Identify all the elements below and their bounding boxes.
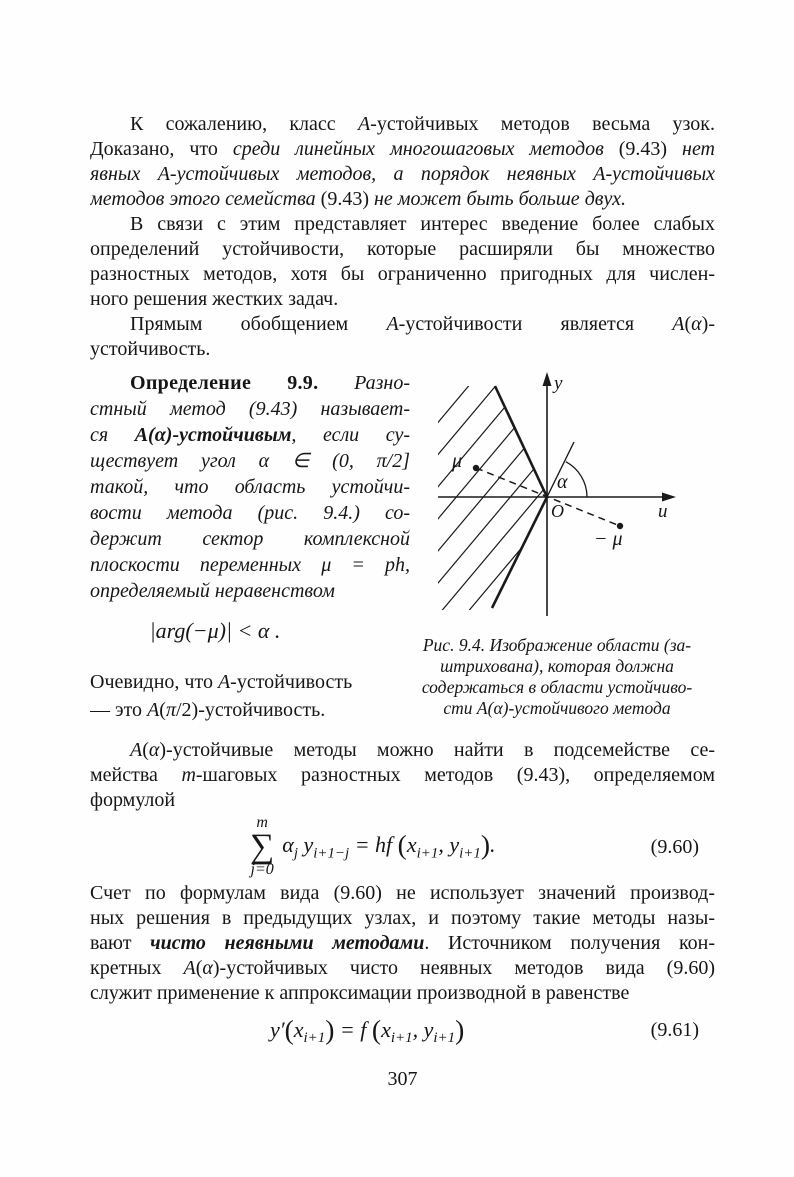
minus-mu-label: − μ — [594, 528, 623, 550]
text-line: вости метода (рис. 9.4.) со- — [90, 502, 410, 524]
text-line: Доказано, что среди линейных многошаговых методов (9.43) нет — [90, 138, 715, 160]
text-line: — это А(π/2)-устойчивость. — [90, 699, 326, 721]
text-line: служит применение к аппроксимации производной в равенстве — [90, 982, 630, 1005]
figure-9-4 — [422, 370, 722, 620]
text-line: стный метод (9.43) называет- — [90, 398, 410, 420]
caption-line: штрихована), которая должна — [440, 656, 674, 676]
y-axis-arrow-icon — [543, 372, 552, 386]
sigma-icon: ∑ — [250, 827, 275, 865]
formula-9-61-body: $y'(x_{i+1}) = f$ ($x_{i+1}$, $y_{i+1}$) — [270, 1014, 465, 1047]
text-line: В связи с этим представляет интерес введение более слабых — [130, 213, 715, 235]
paragraph-4 — [90, 738, 715, 813]
sum-upper-limit: m — [256, 814, 268, 831]
text-line: явных А-устойчивых методов, а порядок неявных А-устойчивых — [90, 163, 715, 185]
hatched-region — [422, 370, 698, 620]
caption-line: сти А(α)-устойчивого метода — [443, 698, 671, 718]
mu-label: μ — [452, 450, 463, 472]
y-axis-label: y — [554, 373, 563, 394]
text-line: ных решения в предыдущих узлах, и поэтому такие методы назы- — [90, 907, 715, 930]
text-line: разностных методов, хотя бы ограниченно пригодных для числен- — [90, 263, 715, 285]
text-block — [90, 112, 715, 1091]
paragraph-3 — [90, 312, 715, 362]
text-line: Прямым обобщением А-устойчивости является А(α)- — [130, 313, 715, 335]
formula-9-61 — [90, 1012, 715, 1048]
alpha-label: α — [557, 471, 568, 493]
text-line: устойчивость. — [90, 338, 211, 360]
figure-caption — [396, 635, 718, 719]
caption-line: содержаться в области устойчиво- — [421, 677, 693, 697]
text-line: такой, что область устойчи- — [90, 476, 410, 498]
text-line: К сожалению, класс А-устойчивых методов весьма узок. — [130, 113, 715, 135]
origin-label: O — [551, 501, 564, 521]
text-line: Определение 9.9. Разно- — [130, 372, 410, 394]
formula-9-60 — [90, 815, 715, 879]
text-line: определений устойчивости, которые расширяли бы множество — [90, 238, 715, 260]
definition-column — [90, 370, 410, 724]
page-number: 307 — [387, 1068, 418, 1091]
text-line: плоскости переменных μ = ph, — [90, 554, 410, 576]
mu-point — [473, 465, 479, 471]
text-line: кретных А(α)-устойчивых чисто неявных методов вида (9.60) — [90, 957, 715, 980]
text-line: вают чисто неявными методами. Источником получения кон- — [90, 932, 715, 955]
caption-line: Рис. 9.4. Изображение области (за- — [422, 635, 692, 655]
text-line: А(α)-устойчивые методы можно найти в подсемействе се- — [130, 739, 715, 761]
text-line: мейства m-шаговых разностных методов (9.43), определяемом — [90, 764, 715, 786]
figure-wrap — [422, 370, 715, 625]
sum-lower-limit: j=0 — [250, 861, 274, 879]
equation-number: (9.60) — [650, 835, 699, 858]
paragraph-obvious — [90, 668, 410, 724]
sector-lower-edge — [492, 497, 547, 608]
text-line: Счет по формулам вида (9.60) не использует значений производ- — [90, 882, 715, 905]
text-line: ного решения жестких задач. — [90, 288, 339, 310]
text-line: определяемый неравенством — [90, 580, 335, 602]
text-line: держит сектор комплексной — [90, 528, 410, 550]
definition-9-9 — [90, 370, 410, 604]
figure-column — [410, 370, 715, 724]
paragraph-1 — [90, 112, 715, 212]
paragraph-5 — [90, 881, 715, 1006]
text-line: методов этого семейства (9.43) не может быть больше двух. — [90, 188, 626, 210]
text-line: ся А(α)-устойчивым, если су- — [90, 424, 410, 446]
formula-9-60-body: $\alpha_j$ $y_{i+1-j}$ = hf ($x_{i+1}$, $y_{i+1}$). — [282, 829, 496, 862]
summation-symbol — [250, 815, 274, 879]
text-line: формулой — [90, 789, 176, 811]
text-line: Очевидно, что А-устойчивость — [90, 671, 353, 693]
formula-9-60-math — [250, 815, 496, 879]
alpha-arc — [566, 462, 587, 497]
equation-number: (9.61) — [650, 1018, 699, 1041]
paragraph-2 — [90, 212, 715, 312]
u-axis-label: u — [658, 501, 668, 522]
formula-arg-inequality: |arg(−μ)| < α . — [149, 618, 281, 643]
text-line: ществует угол α ∈ (0, π/2] — [90, 450, 410, 472]
two-column-section — [90, 370, 715, 724]
